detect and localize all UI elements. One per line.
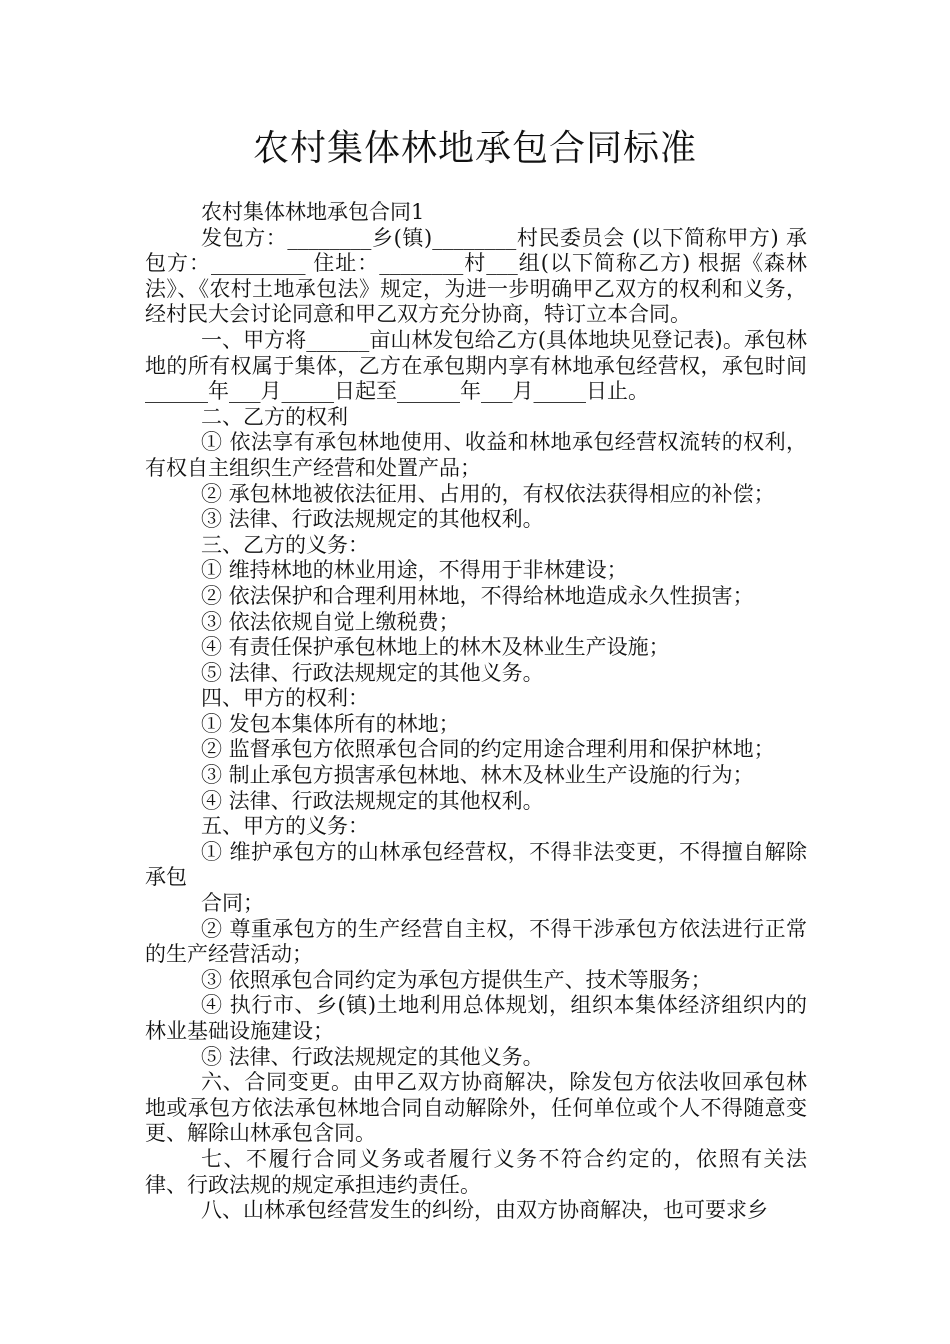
- section-heading-party-a-obligations: 五、甲方的义务：: [201, 814, 369, 839]
- list-item: ① 维护承包方的山林承包经营权，不得非法变更，不得擅自解除承包: [145, 839, 807, 890]
- list-item: ② 依法保护和合理利用林地，不得给林地造成永久性损害；: [201, 583, 754, 608]
- section-heading-party-b-rights: 二、乙方的权利: [201, 404, 348, 429]
- clause-8-paragraph: 八、山林承包经营发生的纠纷，由双方协商解决，也可要求乡: [201, 1198, 768, 1223]
- clause-6-paragraph: 六、合同变更。由甲乙双方协商解决，除发包方依法收回承包林地或承包方依法承包林地合同自动解除外，任何单位或个人不得随意变更、解除山林承包含同。: [145, 1070, 807, 1146]
- clause-1-paragraph: 一、甲方将______亩山林发包给乙方(具体地块见登记表)。承包林地的所有权属于集体，乙方在承包期内享有林地承包经营权，承包时间______年___月_____日起至______年___月_____日止。: [145, 327, 807, 404]
- list-item: ① 维持林地的林业用途，不得用于非林建设；: [201, 558, 628, 583]
- list-item: ② 承包林地被依法征用、占用的，有权依法获得相应的补偿；: [201, 481, 775, 506]
- list-item: ② 监督承包方依照承包合同的约定用途合理利用和保护林地；: [201, 737, 775, 762]
- list-item: ③ 依法依规自觉上缴税费；: [201, 609, 460, 634]
- list-item: ⑤ 法律、行政法规规定的其他义务。: [201, 1044, 544, 1069]
- contract-parties-paragraph: 发包方：________乡(镇)________村民委员会 (以下简称甲方) 承包方：_________ 住址：________村___组(以下简称乙方) 根据《森林法》、《农村土地承包法》规定，为进一步明确甲乙双方的权利和义务，经村民大会讨论同意和甲乙双方充分协商，特订立本合同。: [145, 225, 807, 327]
- list-item: ② 尊重承包方的生产经营自主权，不得干涉承包方依法进行正常的生产经营活动；: [145, 916, 807, 967]
- list-item: ③ 制止承包方损害承包林地、林木及林业生产设施的行为；: [201, 763, 754, 788]
- list-item-continuation: 合同；: [201, 891, 264, 916]
- list-item: ③ 法律、行政法规规定的其他权利。: [201, 507, 544, 532]
- list-item: ④ 有责任保护承包林地上的林木及林业生产设施；: [201, 635, 670, 660]
- clause-7-paragraph: 七、不履行合同义务或者履行义务不符合约定的，依照有关法律、行政法规的规定承担违约责任。: [145, 1146, 807, 1197]
- list-item: ④ 执行市、乡(镇)土地利用总体规划，组织本集体经济组织内的林业基础设施建设；: [145, 993, 807, 1043]
- section-heading-party-b-obligations: 三、乙方的义务：: [201, 532, 369, 557]
- list-item: ③ 依照承包合同约定为承包方提供生产、技术等服务；: [201, 967, 712, 992]
- document-title: 农村集体林地承包合同标准: [252, 128, 697, 169]
- document-body: [145, 200, 807, 1224]
- list-item: ① 发包本集体所有的林地；: [201, 711, 460, 736]
- list-item: ① 依法享有承包林地使用、收益和林地承包经营权流转的权利，有权自主组织生产经营和处置产品；: [145, 430, 807, 480]
- list-item: ④ 法律、行政法规规定的其他权利。: [201, 788, 544, 813]
- list-item: ⑤ 法律、行政法规规定的其他义务。: [201, 660, 544, 685]
- section-heading-party-a-rights: 四、甲方的权利：: [201, 686, 369, 711]
- contract-subtitle: 农村集体林地承包合同1: [201, 200, 425, 224]
